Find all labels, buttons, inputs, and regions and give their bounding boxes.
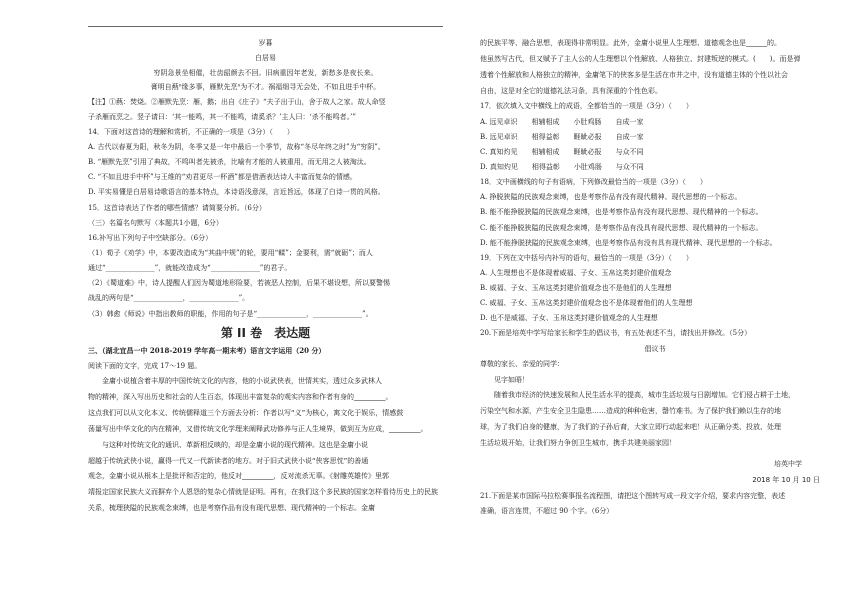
left-column xyxy=(88,28,443,519)
passage-line: 与这种对传统文化的通识、革新相反映的，却是金庸小说的现代精神。这也是金庸小说 xyxy=(102,440,368,449)
question-17-option-b: B. 远见卓识 相得益彰 睚眦必报 自成一家 xyxy=(480,132,644,141)
question-19-option-a: A. 人生理想也不是体现着威福、子女、玉帛这类封建价值观念 xyxy=(480,268,672,277)
letter-line: 球，为了我们自身的健康，为了我们的子孙后裔，大家立即行动起来吧！从正确分类、投放、处理 xyxy=(480,423,781,432)
question-17-option-d: D. 真知灼见 相得益彰 小肚鸡肠 与众不同 xyxy=(480,162,644,171)
poem-line-2: 膏明自爇⁰缘多事，雁默先烹⁰为不才。祸福细寻无会处，不如且进手中杯。 xyxy=(150,83,381,92)
question-18-option-b: B. 能不能挣脱狭隘的民族观念束缚，也是考察作品有没有现代思想、现代精神的一个标志。 xyxy=(480,208,763,217)
passage-line: 透着个性解放和人格独立的精神，金庸笔下的侠客多是生活在市井之中，没有道德主体的个性以社会 xyxy=(480,70,788,79)
question-14-option-d: D. 平实易懂是白居易诗歌语言的基本特点，本诗语浅意深，言近旨远，体现了白诗一贯的风格。 xyxy=(88,188,385,197)
question-16: 16.补写出下列句子中空缺部分。（6分） xyxy=(88,233,213,242)
poem-title: 岁暮 xyxy=(258,39,273,47)
question-17-option-a: A. 远见卓识 相辅相成 小肚鸡肠 自成一家 xyxy=(480,117,644,126)
letter-line: 生活垃圾开始，让我们努力争创卫生城市，携手共建美丽家园！ xyxy=(480,438,676,447)
passage-line: 的民族平等、融合思想，表现得非常明显。此外，金庸小说里人生理想、道德观念也是______的。 xyxy=(480,39,781,47)
right-column xyxy=(480,28,830,521)
proposal-letter xyxy=(480,359,830,486)
question-21-line-1: 21.下面是某市国际马拉松赛事报名流程图，请把这个图转写成一段文字介绍，要求内容完整，表述 xyxy=(480,491,786,500)
poem-note-2: 子杀雁而烹之。竖子请曰：‘其一能鸣，其一不能鸣，请奚杀？’主人曰：‘杀不能鸣者。’” xyxy=(88,112,356,121)
question-16-part-3: （3）韩愈《师说》中指出教师的职能，作用的句子是“______________，______________”。 xyxy=(88,309,373,318)
question-14-option-b: B. “雁默先烹”引用了典故，不鸣叫者先被杀，比喻有才能的人被重用，而无用之人被淘汰。 xyxy=(88,158,371,167)
part-3-heading: 三、（湖北宜昌一中 2018-2019 学年高一期末考）语言文字运用（20 分） xyxy=(88,346,326,356)
passage-line: 超越于传统武侠小说，赢得一代又一代新读者的地方。对于旧式武侠小说“侠客思忱”的善通 xyxy=(88,456,369,465)
question-16-part-2b: 战乱的两句是“______________，______________”。 xyxy=(88,294,250,303)
question-16-part-2a: （2）《蜀道难》中，诗人提醒人们因为蜀道地形险要，若被恶人控制，后果不堪设想，所以要警惕 xyxy=(88,279,390,288)
letter-title: 倡议书 xyxy=(644,344,666,353)
letter-date: 2018 年 10 月 10 日 xyxy=(752,475,820,484)
passage-continued xyxy=(480,38,830,96)
question-20: 20.下面是培英中学写给家长和学生的倡议书，有五处表述不当，请找出并修改。（5分） xyxy=(480,329,752,338)
passage-line: 他虽然写古代，但又赋予了主人公的人生理想以个性解放、人格独立、封建叛逆的模式。( )。而是弹 xyxy=(480,54,801,63)
section-3-heading: （三）名篇名句默写（本题共1小题，6分） xyxy=(88,218,223,227)
question-18-option-a: A. 挣脱狭隘的民族观念束缚，也是考察作品有没有现代精神、现代思想的一个标志。 xyxy=(480,193,742,202)
question-14: 14．下面对这首诗的理解和赏析，不正确的一项是（3分）（ ） xyxy=(88,127,294,136)
letter-salutation: 尊敬的家长、亲爱的同学： xyxy=(480,359,564,368)
letter-line: 随着我市经济的快速发展和人民生活水平的提高，城市生活垃圾与日剧增加。它们侵占耕于土地， xyxy=(494,391,795,400)
reading-passage xyxy=(88,376,443,514)
question-19-option-b: B. 威福、子女、玉帛这类封建价值观念也不是他们的人生理想 xyxy=(480,284,672,293)
question-14-option-a: A. 古代以春夏为阳，秋冬为阴，冬季又是一年中最后一个季节，故称“冬尽年终之时”为“穷阴”。 xyxy=(88,142,385,151)
part-3-intro: 阅读下面的文字，完成 17～19 题。 xyxy=(88,362,202,371)
header-rule xyxy=(88,26,443,27)
letter-greeting: 见字如晤！ xyxy=(494,375,529,384)
poem-note-1: 【注】①爇：焚烧。②雁默先烹：雁，鹅；出自《庄子》“夫子出于山，舍于故人之家。故人命竖 xyxy=(88,97,386,106)
letter-line: 污染空气和水源，产生安全卫生隐患……造成的种种危害，罄竹难书。为了保护我们赖以生存的地 xyxy=(480,407,781,416)
question-18-option-c: C. 能不能挣脱狭隘的民族观念束缚，是考察作品有没具有现代思想、现代精神的一个标志。 xyxy=(480,223,763,232)
question-21-line-2: 准确，语言连贯，不超过 90 个字。（6分） xyxy=(480,506,614,515)
question-16-part-1b: 通过“______________”，就能改造成为“______________”的君子。 xyxy=(88,264,292,273)
passage-line: 物的精神，深入写出历史和社会的人生百态，体现出丰富复杂的观实内容和作者有身的_________。 xyxy=(88,393,393,402)
passage-line: 自由，这是对全它的道德礼法习条，具有深重的个性色彩。 xyxy=(480,86,662,95)
volume-2-title: 第 II 卷 表达题 xyxy=(220,325,311,340)
poem-line-1: 穷阴急景坐相催，壮齿韶颜去不回。旧病重因年老发，新愁多是夜长来。 xyxy=(153,69,378,78)
passage-line: 荡量写出中华文化的内在精神，又借传统文化学理来阐释武功修养与正人生境界，做到互为应成，_________。 xyxy=(88,424,428,433)
question-16-part-1a: （1）荀子《劝学》中，本要改造成为“其曲中规”的轮，要用“輮”；金要利，需“就砺”；而人 xyxy=(88,248,373,257)
question-18-option-d: D. 能不能挣脱狭隘的民族观念束缚，也是考察作品有没有具有现代精神、现代思想的一个标志。 xyxy=(480,238,777,247)
question-17: 17．依次填入文中横线上的成语，全都恰当的一项是（3分）（ ） xyxy=(480,102,693,111)
question-19: 19．下列在文中括号内补写的语句，最恰当的一项是（3分）（ ） xyxy=(480,253,693,262)
question-14-option-c: C. “不如且进手中杯”与王维的“劝君更尽一杯酒”都是借酒表达诗人丰富而复杂的情感。 xyxy=(88,173,357,182)
question-17-option-c: C. 真知灼见 相辅相成 睚眦必报 与众不同 xyxy=(480,147,644,156)
letter-signer: 培英中学 xyxy=(774,459,802,468)
question-15: 15．这首诗表达了作者的哪些情感？请简要分析。（6分） xyxy=(88,203,266,212)
poem-author: 白居易 xyxy=(255,54,276,63)
question-19-option-c: C. 威福、子女、玉帛这类封建价值观念也不是体现着他们的人生理想 xyxy=(480,299,693,308)
passage-line: 靖报定国家民族大义而摒弃个人恩怨的复杂心情就是证明。再有，在我们这个多民族的国家怎样看待历史上的民族 xyxy=(88,488,438,497)
passage-line: 观念，金庸小说从根本上是批评和否定的，他反对_________，反对流杀无辜。《射雕英雄传》里郭 xyxy=(88,472,389,481)
passage-line: 关系，梳理狭隘的民族观念束缚，也是考察作品有没有现代思想、现代精神的一个标志。金庸 xyxy=(88,504,375,513)
passage-line: 这点我们可以从文化本义、传统儒释道三个方面去分析：作者以写“义”为核心，寓文化于娱乐，情感鼓 xyxy=(88,409,404,418)
passage-line: 金庸小说植含着丰厚的中国传统文化的内容，他的小说武侠表，世情其实，透过众多武林人 xyxy=(102,377,382,386)
question-18: 18．文中画横线的句子有语病，下列修改最恰当的一项是（3分）（ ） xyxy=(480,178,707,187)
question-19-option-d: D. 也不是威福、子女、玉帛这类封建价值观念的人生理想 xyxy=(480,314,658,323)
